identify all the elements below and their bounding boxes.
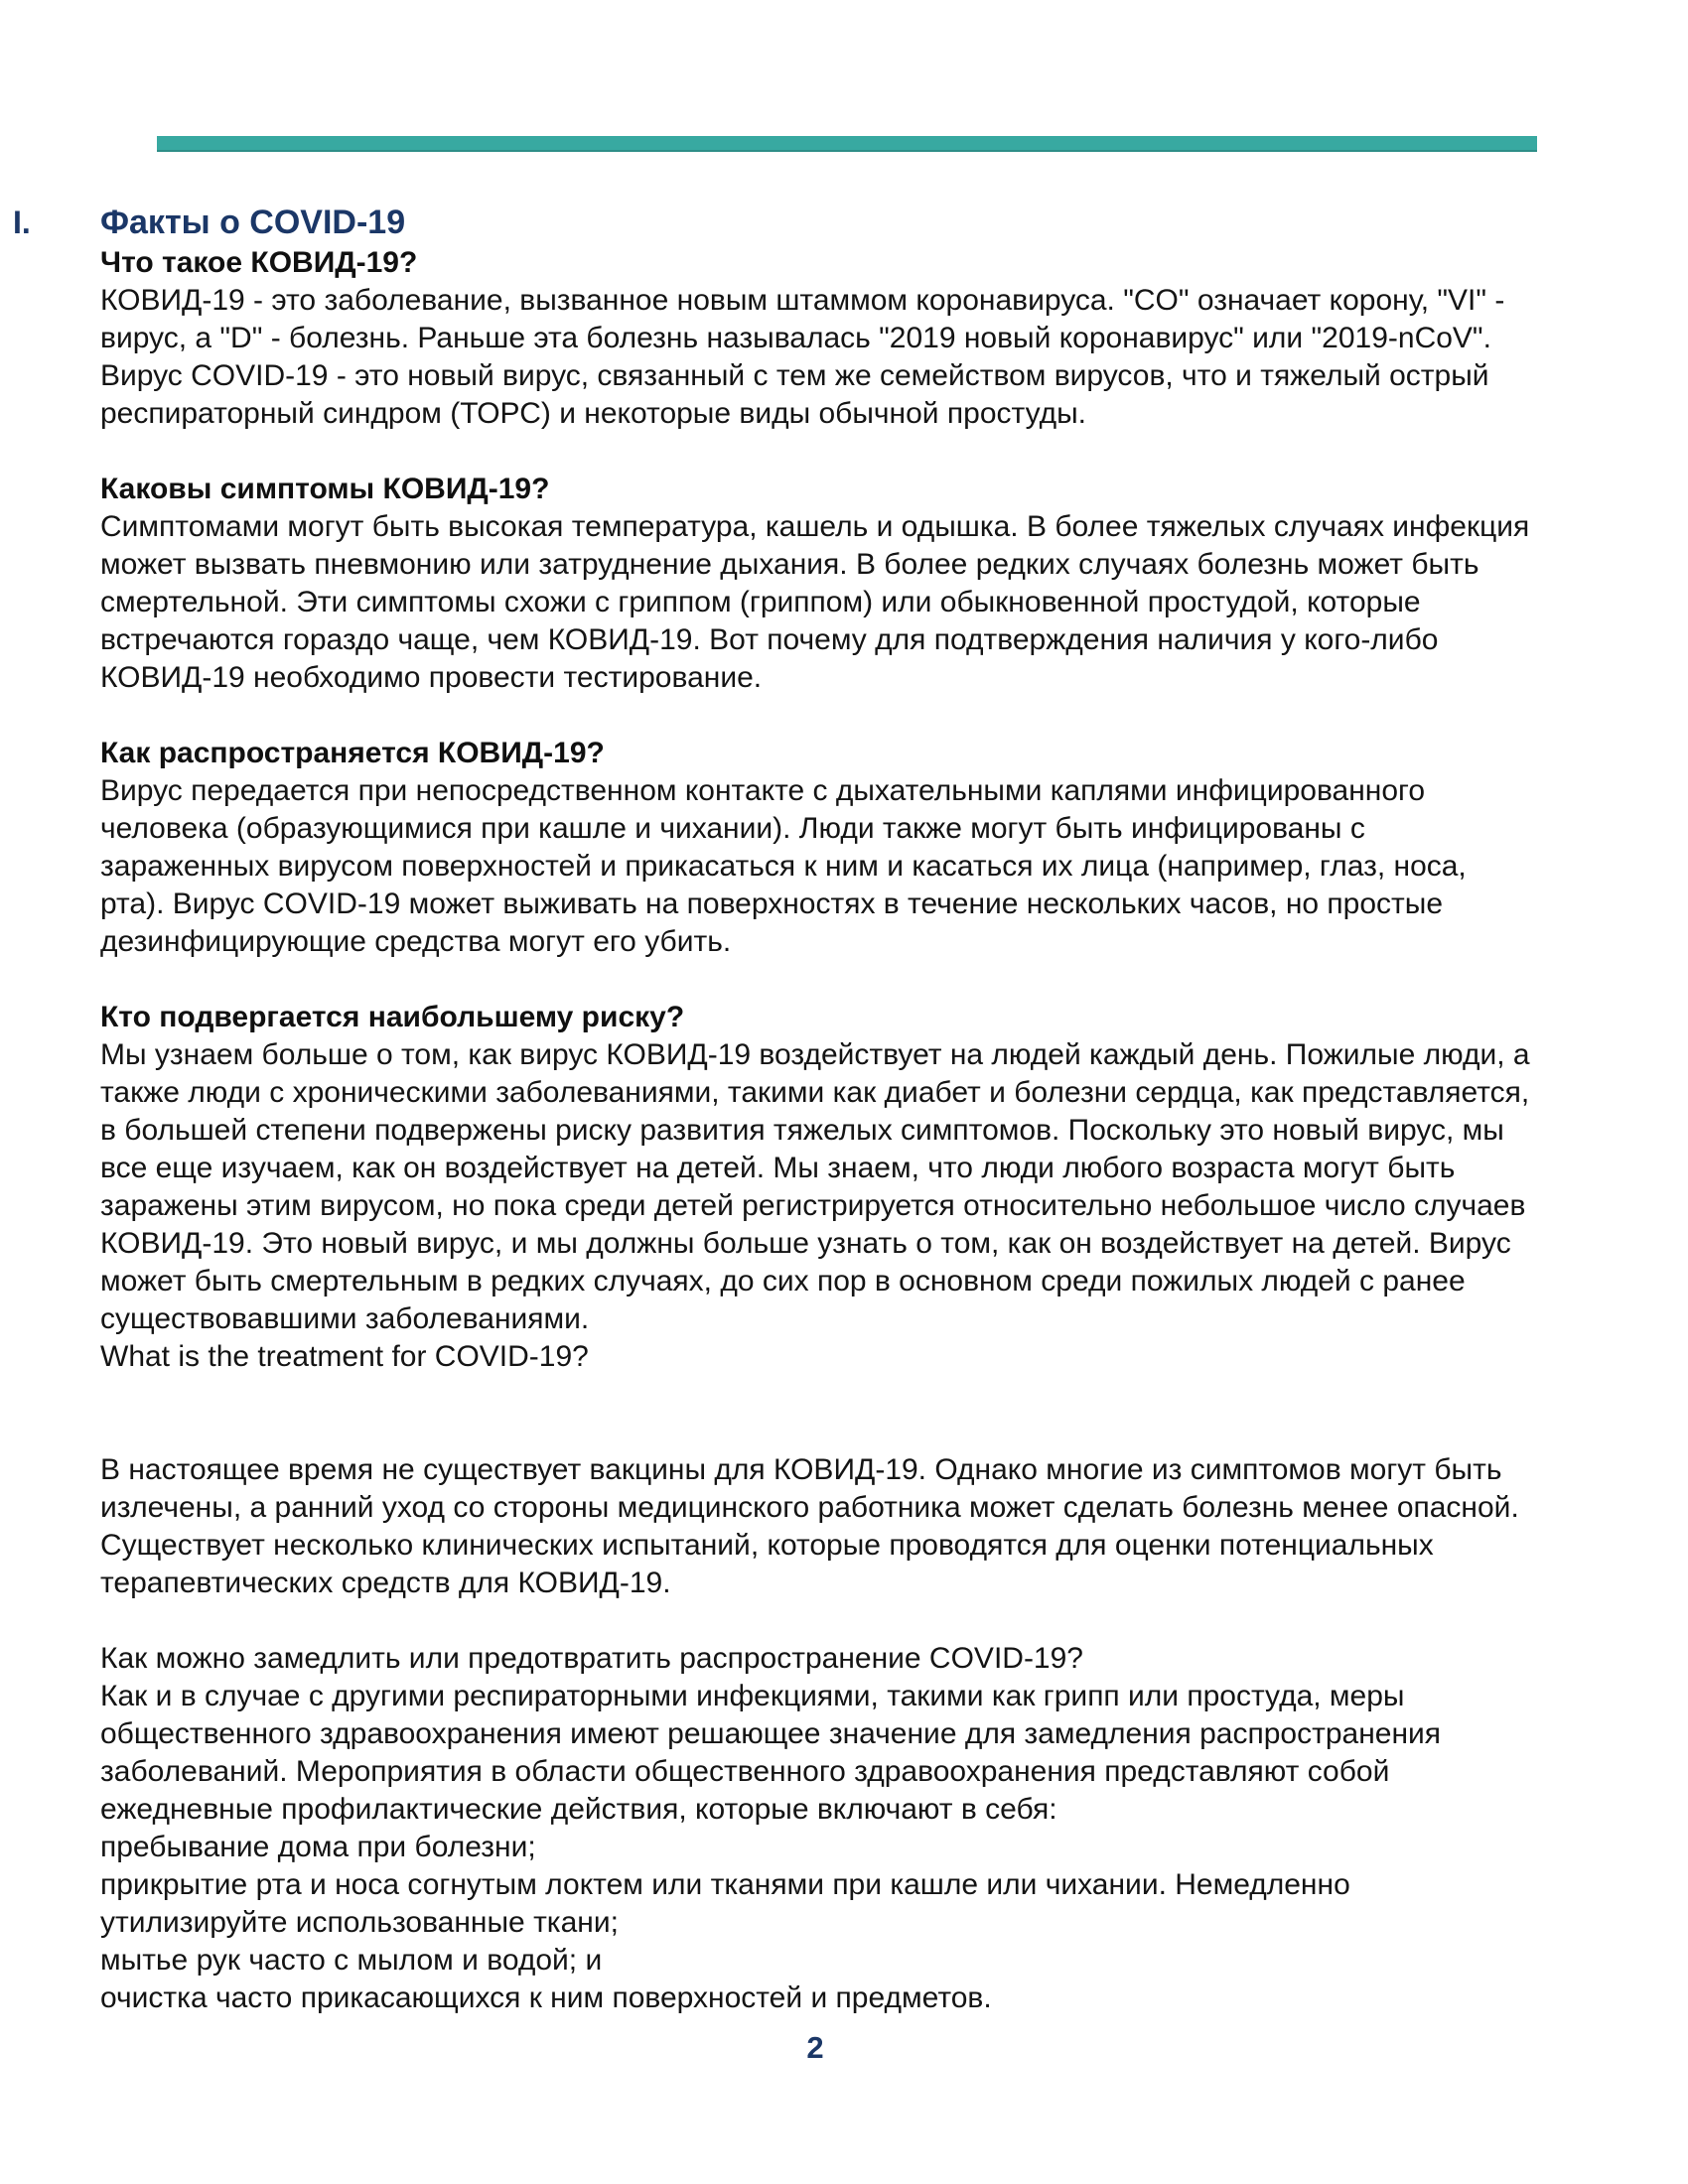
list-item-wash-hands: мытье рук часто с мылом и водой; и	[100, 1944, 603, 1977]
list-item-stay-home: пребывание дома при болезни;	[100, 1831, 536, 1863]
paragraph: Как и в случае с другими респираторными инфекциями, такими как грипп или простуда, меры общественного здравоохранения имеют решающее значение для замедления распространения заболеваний. Мероприятия в области общественного здравоохранения представляют собой ежедневные профилактические действия, которые включают в себя:	[100, 1680, 1442, 1826]
document-content	[100, 201, 1530, 2067]
section-heading-risk: Кто подвергается наибольшему риску?	[100, 1001, 685, 1033]
section-heading-what-is-covid: Что такое КОВИД-19?	[100, 246, 418, 279]
paragraph-treatment: В настоящее время не существует вакцины для КОВИД-19. Однако многие из симптомов могут быть излечены, а ранний уход со стороны медицинского работника может сделать болезнь менее опасной. Существует несколько клинических испытаний, которые проводятся для оценки потенциальных терапевтических средств для КОВИД-19.	[100, 1453, 1519, 1599]
header-accent-bar	[157, 136, 1537, 152]
page-number: 2	[806, 2030, 824, 2065]
paragraph: Мы узнаем больше о том, как вирус КОВИД-19 воздействует на людей каждый день. Пожилые люди, а также люди с хроническими заболеваниями, такими как диабет и болезни сердца, как представляется, в большей степени подвержены риску развития тяжелых симптомов. Поскольку это новый вирус, мы все еще изучаем, как он воздействует на детей. Мы знаем, что люди любого возраста могут быть заражены этим вирусом, но пока среди детей регистрируется относительно небольшое число случаев КОВИД-19. Это новый вирус, и мы должны больше узнать о том, как он воздействует на детей. Вирус может быть смертельным в редких случаях, до сих пор в основном среди пожилых людей с ранее существовавшими заболеваниями.	[100, 1038, 1530, 1335]
page-title: Факты о COVID-19	[100, 204, 406, 241]
paragraph: Вирус передается при непосредственном контакте с дыхательными каплями инфицированного человека (образующимися при кашле и чихании). Люди также могут быть инфицированы с зараженных вирусом поверхностей и прикасаться к ним и касаться их лица (например, глаз, носа, рта). Вирус COVID-19 может выживать на поверхностях в течение нескольких часов, но простые дезинфицирующие средства могут его убить.	[100, 774, 1467, 958]
section-heading-symptoms: Каковы симптомы КОВИД-19?	[100, 473, 550, 505]
paragraph-treatment-question: What is the treatment for COVID-19?	[100, 1340, 589, 1373]
paragraph: Симптомами могут быть высокая температура, кашель и одышка. В более тяжелых случаях инфекция может вызвать пневмонию или затруднение дыхания. В более редких случаях болезнь может быть смертельной. Эти симптомы схожи с гриппом (гриппом) или обыкновенной простудой, которые встречаются гораздо чаще, чем КОВИД-19. Вот почему для подтверждения наличия у кого-либо КОВИД-19 необходимо провести тестирование.	[100, 510, 1530, 694]
paragraph-prevention-question: Как можно замедлить или предотвратить распространение COVID-19?	[100, 1642, 1083, 1675]
section-numeral: I.	[13, 205, 31, 240]
paragraph: КОВИД-19 - это заболевание, вызванное новым штаммом коронавируса. "CO" означает корону, "VI" - вирус, а "D" - болезнь. Раньше эта болезнь называлась "2019 новый коронавирус" или "2019-nCoV".	[100, 284, 1505, 354]
section-heading-spread: Как распространяется КОВИД-19?	[100, 737, 605, 769]
list-item-cover-mouth: прикрытие рта и носа согнутым локтем или тканями при кашле или чихании. Немедленно утилизируйте использованные ткани;	[100, 1868, 1350, 1939]
list-item-clean-surfaces: очистка часто прикасающихся к ним поверхностей и предметов.	[100, 1981, 992, 2014]
paragraph: Вирус COVID-19 - это новый вирус, связанный с тем же семейством вирусов, что и тяжелый острый респираторный синдром (ТОРС) и некоторые виды обычной простуды.	[100, 359, 1489, 430]
